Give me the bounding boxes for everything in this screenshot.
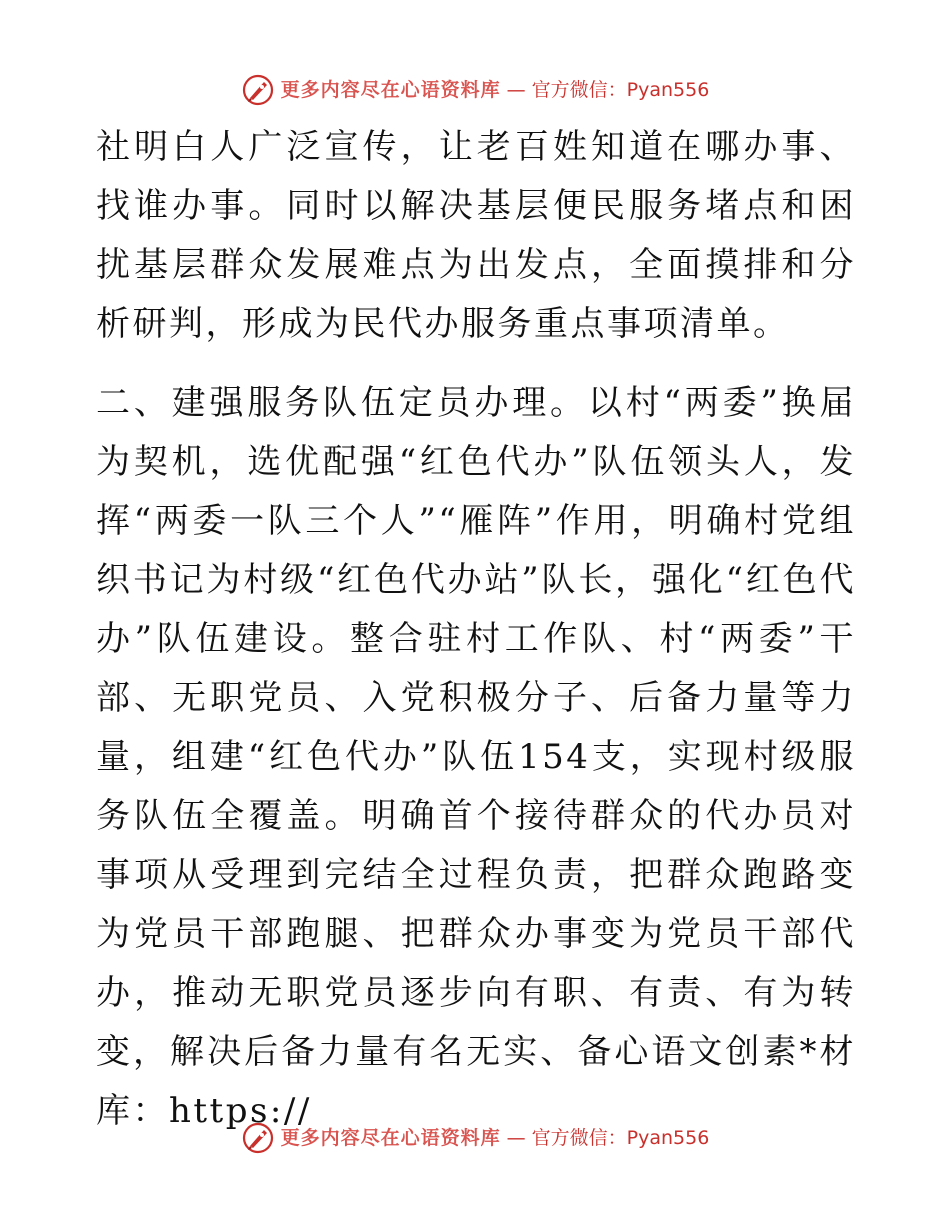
paragraph-1: 社明白人广泛宣传，让老百姓知道在哪办事、找谁办事。同时以解决基层便民服务堵点和困扰基层群众发展难点为出发点，全面摸排和分析研判，形成为民代办服务重点事项清单。: [96, 127, 856, 344]
quill-pen-icon: [241, 1121, 275, 1155]
watermark-library-text: 更多内容尽在心语资料库: [280, 79, 501, 101]
header-watermark: [0, 70, 950, 110]
watermark-separator: —: [506, 79, 526, 101]
footer-watermark: [0, 1118, 950, 1158]
watermark-separator: —: [506, 1127, 526, 1149]
document-body: [96, 118, 856, 1141]
watermark-contact-text: 官方微信：Pyan556: [531, 79, 710, 101]
watermark-contact-text: 官方微信：Pyan556: [531, 1127, 710, 1149]
paragraph-2: 二、建强服务队伍定员办理。以村“两委”换届为契机，选优配强“红色代办”队伍领头人，发挥“两委一队三个人”“雁阵”作用，明确村党组织书记为村级“红色代办站”队长，强化“红色代办”队伍建设。整合驻村工作队、村“两委”干部、无职党员、入党积极分子、后备力量等力量，组建“红色代办”队伍154支，实现村级服务队伍全覆盖。明确首个接待群众的代办员对事项从受理到完结全过程负责，把群众跑路变为党员干部跑腿、把群众办事变为党员干部代办，推动无职党员逐步向有职、有责、有为转变，解决后备力量有名无实、备心语文创素*材库：https://: [96, 383, 856, 1131]
quill-pen-icon: [241, 73, 275, 107]
watermark-library-text: 更多内容尽在心语资料库: [280, 1127, 501, 1149]
